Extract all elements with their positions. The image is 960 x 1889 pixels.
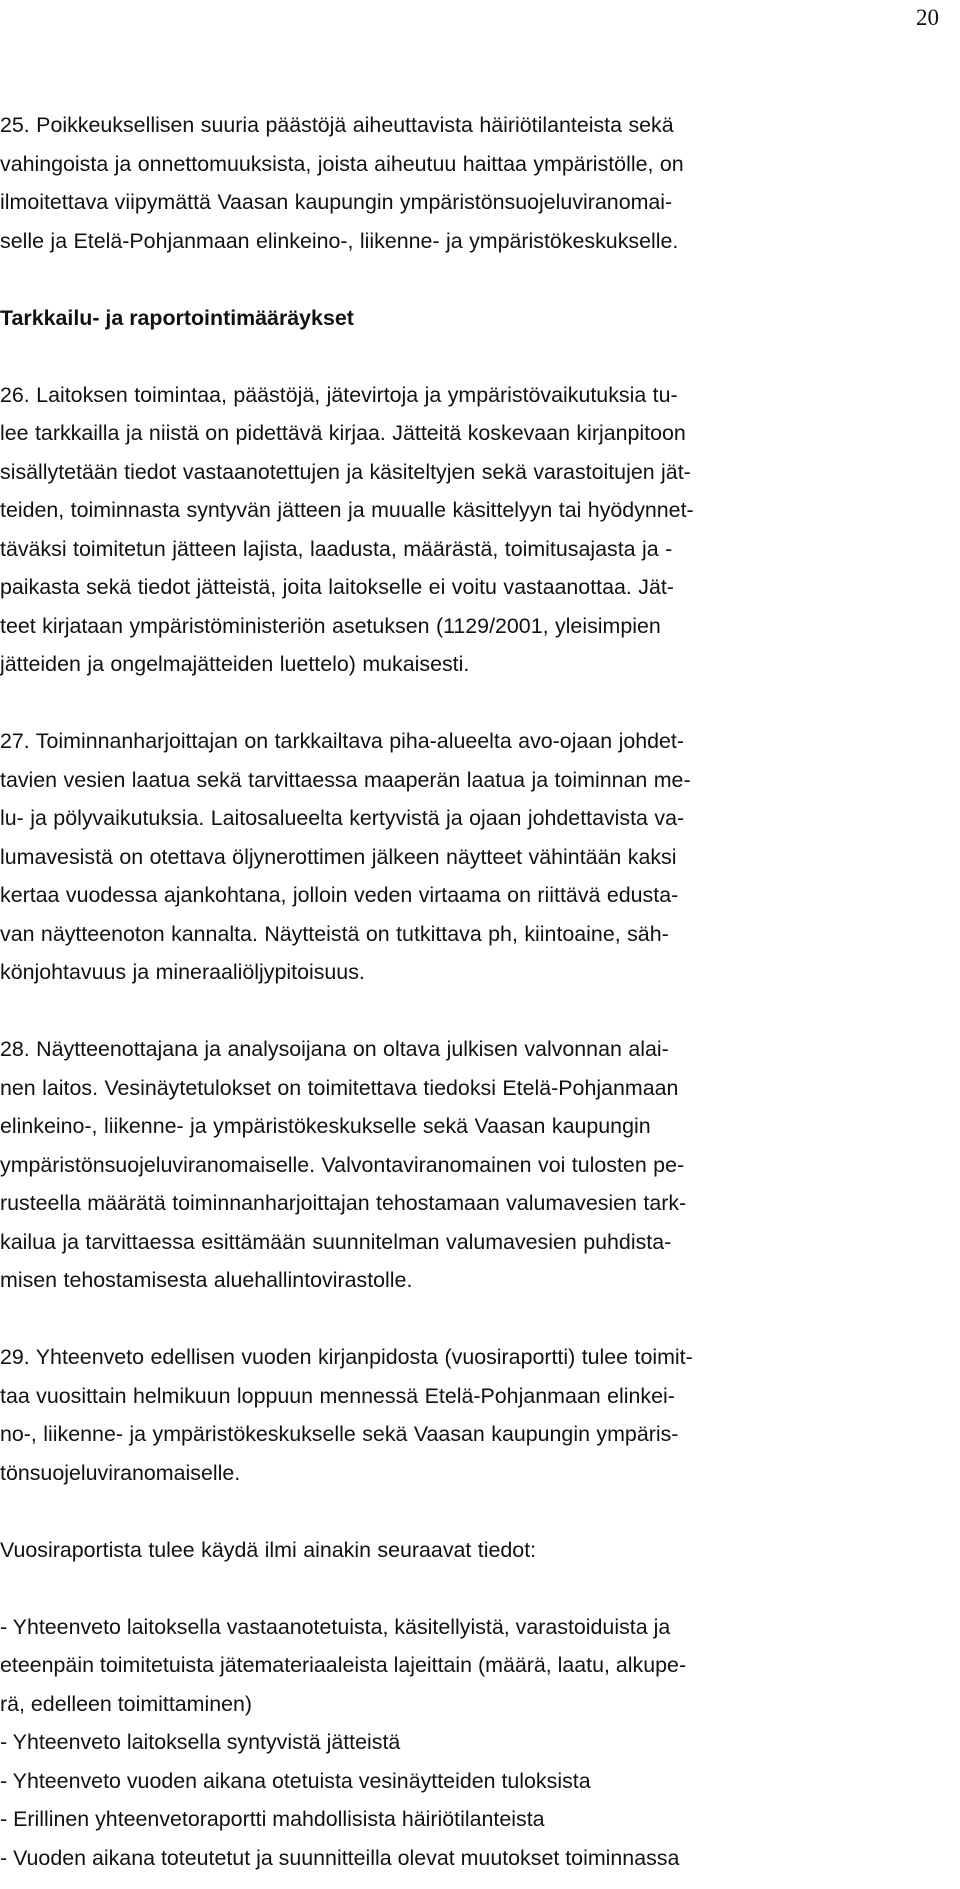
- text-line: 25. Poikkeuksellisen suuria päästöjä aiheuttavista häiriötilanteista sekä: [0, 113, 674, 137]
- text-line: taa vuosittain helmikuun loppuun mennessä Etelä-Pohjanmaan elinkei-: [0, 1383, 675, 1408]
- text-line: tönsuojeluviranomaiselle.: [0, 1460, 241, 1485]
- list-item: - Yhteenveto laitoksella syntyvistä jätteistä: [0, 1730, 401, 1754]
- text-line: ilmoitettava viipymättä Vaasan kaupungin ympäristönsuojeluviranomai-: [0, 190, 673, 214]
- text-line: sisällytetään tiedot vastaanotettujen ja käsiteltyjen sekä varastoitujen jät-: [0, 459, 691, 484]
- text-line: tavien vesien laatua sekä tarvittaessa maaperän laatua ja toiminnan me-: [0, 767, 691, 792]
- report-contents-list: [0, 1608, 955, 1878]
- list-item: eteenpäin toimitetuista jätemateriaaleista lajeittain (määrä, laatu, alkupe-: [0, 1653, 687, 1677]
- text-line: paikasta sekä tiedot jätteistä, joita laitokselle ei voitu vastaanottaa. Jät-: [0, 575, 674, 599]
- text-line: 26. Laitoksen toimintaa, päästöjä, jätevirtoja ja ympäristövaikutuksia tu-: [0, 382, 678, 407]
- text-line: 29. Yhteenveto edellisen vuoden kirjanpidosta (vuosiraportti) tulee toimit-: [0, 1345, 693, 1369]
- text-line: täväksi toimitetun jätteen lajista, laadusta, määrästä, toimitusajasta ja -: [0, 536, 673, 561]
- paragraph-29: [0, 1338, 955, 1492]
- list-item: rä, edelleen toimittaminen): [0, 1691, 253, 1716]
- text-line: Vuosiraportista tulee käydä ilmi ainakin seuraavat tiedot:: [0, 1537, 537, 1562]
- list-item: - Yhteenveto laitoksella vastaanotetuista, käsitellyistä, varastoiduista ja: [0, 1614, 671, 1639]
- paragraph-25: [0, 106, 955, 260]
- paragraph-26: [0, 376, 955, 684]
- text-line: elinkeino-, liikenne- ja ympäristökeskukselle sekä Vaasan kaupungin: [0, 1114, 651, 1138]
- text-line: kailua ja tarvittaessa esittämään suunnitelman valumavesien puhdista-: [0, 1229, 672, 1254]
- paragraph-27: [0, 722, 955, 992]
- text-line: könjohtavuus ja mineraaliöljypitoisuus.: [0, 960, 365, 984]
- text-line: kertaa vuodessa ajankohtana, jolloin veden virtaama on riittävä edusta-: [0, 883, 679, 907]
- text-line: teiden, toiminnasta syntyvän jätteen ja muualle käsittelyyn tai hyödynnet-: [0, 498, 694, 522]
- text-line: nen laitos. Vesinäytetulokset on toimitettava tiedoksi Etelä-Pohjanmaan: [0, 1075, 679, 1100]
- text-line: lee tarkkailla ja niistä on pidettävä kirjaa. Jätteitä koskevaan kirjanpitoon: [0, 421, 686, 445]
- text-line: selle ja Etelä-Pohjanmaan elinkeino-, liikenne- ja ympäristökeskukselle.: [0, 228, 679, 253]
- section-heading: Tarkkailu- ja raportointimääräykset: [0, 305, 354, 330]
- text-line: jätteiden ja ongelmajätteiden luettelo) mukaisesti.: [0, 652, 470, 676]
- text-line: lumavesistä on otettava öljynerottimen jälkeen näytteet vähintään kaksi: [0, 844, 677, 869]
- text-line: 28. Näytteenottajana ja analysoijana on oltava julkisen valvonnan alai-: [0, 1037, 669, 1061]
- text-line: 27. Toiminnanharjoittajan on tarkkailtava piha-alueelta avo-ojaan johdet-: [0, 729, 684, 753]
- text-line: ympäristönsuojeluviranomaiselle. Valvontaviranomainen voi tulosten pe-: [0, 1152, 685, 1177]
- text-line: misen tehostamisesta aluehallintovirastolle.: [0, 1268, 413, 1292]
- paragraph-report-intro: [0, 1531, 955, 1570]
- list-item: - Yhteenveto vuoden aikana otetuista vesinäytteiden tuloksista: [0, 1768, 591, 1793]
- text-line: no-, liikenne- ja ympäristökeskukselle sekä Vaasan kaupungin ympäris-: [0, 1422, 679, 1446]
- paragraph-28: [0, 1030, 955, 1300]
- text-line: vahingoista ja onnettomuuksista, joista aiheutuu haittaa ympäristölle, on: [0, 151, 684, 176]
- text-line: van näytteenoton kannalta. Näytteistä on tutkittava ph, kiintoaine, säh-: [0, 921, 669, 946]
- page-number: 20: [916, 5, 939, 30]
- text-line: teet kirjataan ympäristöministeriön asetuksen (1129/2001, yleisimpien: [0, 613, 661, 638]
- text-line: lu- ja pölyvaikutuksia. Laitosalueelta kertyvistä ja ojaan johdettavista va-: [0, 806, 685, 830]
- list-item: - Erillinen yhteenvetoraportti mahdollisista häiriötilanteista: [0, 1807, 545, 1831]
- document-body: [0, 106, 955, 1877]
- list-item: - Vuoden aikana toteutetut ja suunnitteilla olevat muutokset toiminnassa: [0, 1845, 680, 1870]
- text-line: rusteella määrätä toiminnanharjoittajan tehostamaan valumavesien tark-: [0, 1191, 687, 1215]
